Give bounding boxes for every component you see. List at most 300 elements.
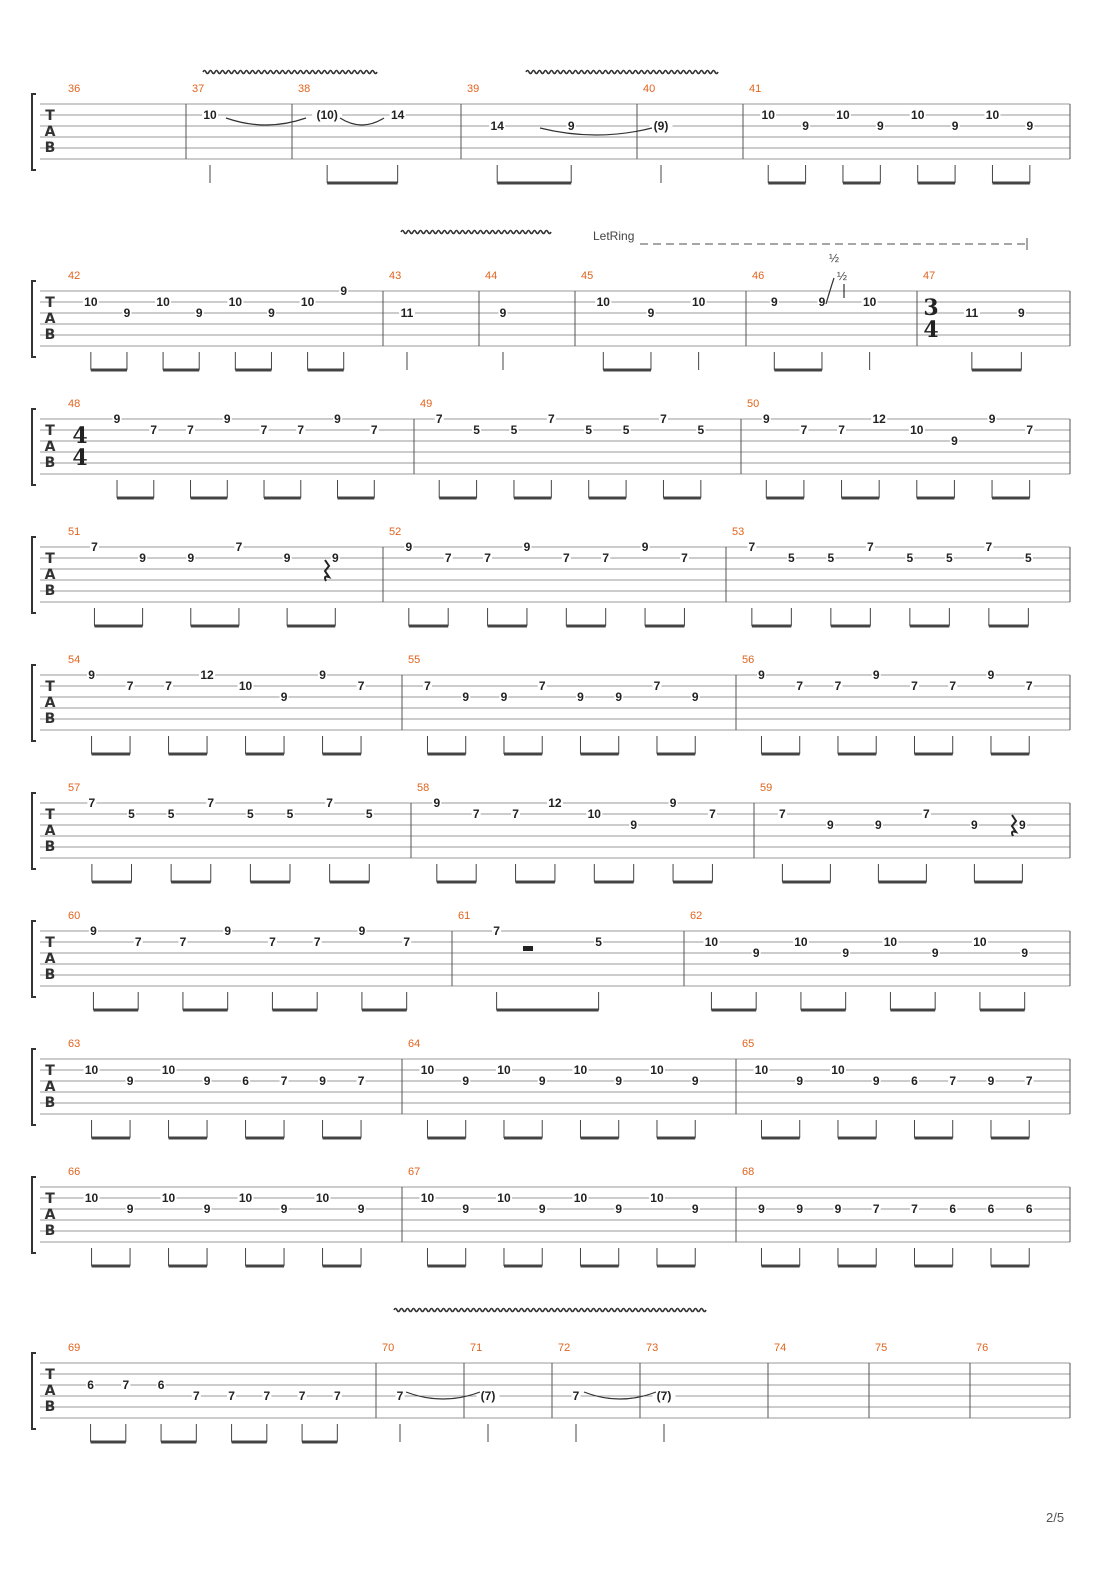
- measure: [558, 1342, 581, 1442]
- fret-number: 10: [704, 935, 719, 949]
- measure-number: 49: [420, 398, 433, 410]
- fret-number: 9: [876, 119, 884, 133]
- measure-number: 67: [408, 1166, 421, 1178]
- tab-clef-letter: A: [44, 695, 56, 711]
- fret-number: 9: [762, 412, 770, 426]
- fret-number: 9: [88, 668, 95, 682]
- fret-number: (7): [480, 1389, 496, 1403]
- tab-system: [32, 1342, 1070, 1442]
- fret-number: 9: [1021, 946, 1029, 960]
- system-bracket: [32, 1177, 36, 1253]
- fret-number: 7: [228, 1389, 235, 1403]
- fret-number: 9: [1026, 119, 1034, 133]
- fret-number: 9: [187, 551, 195, 565]
- fret-number: 9: [987, 668, 995, 682]
- fret-number: 10: [910, 423, 924, 437]
- measure: [420, 398, 705, 498]
- fret-number: 14: [490, 119, 504, 133]
- fret-number: 9: [796, 1202, 804, 1216]
- measure-number: 48: [68, 398, 81, 410]
- measure: [389, 526, 689, 626]
- fret-number: 9: [538, 1202, 546, 1216]
- measure: [298, 83, 406, 183]
- measure: [749, 83, 1034, 183]
- fret-number: 6: [157, 1378, 165, 1392]
- fret-number: 9: [331, 551, 339, 565]
- tab-system: [32, 910, 1070, 1010]
- tab-clef-letter: T: [45, 108, 55, 124]
- fret-number: 7: [779, 807, 786, 821]
- fret-number: 9: [224, 924, 232, 938]
- measure: [470, 1342, 500, 1442]
- fret-number: 7: [872, 1202, 880, 1216]
- fret-number: 7: [424, 679, 431, 693]
- measure: [760, 782, 1027, 882]
- fret-number: 9: [280, 1202, 288, 1216]
- measure: [389, 270, 415, 370]
- measure: [923, 270, 1026, 370]
- vibrato-mark: [526, 71, 718, 74]
- fret-number: 5: [946, 551, 953, 565]
- measure-number: 56: [742, 654, 755, 666]
- tab-clef-letter: T: [45, 1367, 55, 1383]
- fret-number: 9: [796, 1074, 804, 1088]
- fret-number: 7: [1025, 1074, 1033, 1088]
- fret-number: 9: [405, 540, 413, 554]
- measure-number: 73: [646, 1342, 659, 1354]
- fret-number: 10: [84, 1191, 99, 1205]
- measure-number: 57: [68, 782, 81, 794]
- fret-number: 5: [906, 551, 914, 565]
- measure-number: 70: [382, 1342, 395, 1354]
- fret-number: 10: [84, 295, 98, 309]
- fret-number: 9: [358, 924, 366, 938]
- measure-number: 58: [417, 782, 430, 794]
- measure-number: 42: [68, 270, 81, 282]
- fret-number: 5: [622, 423, 630, 437]
- quarter-rest: [325, 560, 329, 581]
- fret-number: 9: [758, 1202, 765, 1216]
- fret-number: 7: [235, 540, 243, 554]
- fret-number: 9: [669, 796, 677, 810]
- fret-number: (9): [653, 119, 669, 133]
- fret-number: 5: [473, 423, 480, 437]
- fret-number: 7: [867, 540, 874, 554]
- fret-number: 10: [883, 935, 898, 949]
- tab-clef-letter: B: [44, 711, 56, 727]
- fret-number: 10: [156, 295, 170, 309]
- tab-clef-letter: T: [45, 551, 55, 567]
- tab-clef-letter: A: [44, 1079, 56, 1095]
- fret-number: 9: [280, 690, 288, 704]
- fret-number: 7: [653, 679, 661, 693]
- fret-number: 10: [161, 1191, 176, 1205]
- fret-number: 7: [91, 540, 98, 554]
- fret-number: 5: [510, 423, 518, 437]
- fret-number: 9: [872, 668, 880, 682]
- fret-number: 9: [567, 119, 575, 133]
- fret-number: 9: [630, 818, 638, 832]
- system-bracket: [32, 665, 36, 741]
- measure: [747, 398, 1034, 498]
- fret-number: 7: [297, 423, 305, 437]
- fret-number: 7: [280, 1074, 288, 1088]
- tab-clef-letter: T: [45, 935, 55, 951]
- tab-clef-letter: B: [44, 1223, 56, 1239]
- fret-number: 9: [971, 818, 978, 832]
- measure-number: 61: [458, 910, 471, 922]
- fret-number: 5: [365, 807, 373, 821]
- fret-number: 7: [313, 935, 321, 949]
- tab-clef-letter: A: [44, 1383, 56, 1399]
- time-signature-digit: 4: [72, 445, 88, 471]
- tab-system: [32, 83, 1070, 183]
- measure: [976, 1342, 988, 1354]
- measure-number: 51: [68, 526, 81, 538]
- measure: [732, 526, 1033, 626]
- measure: [408, 1166, 700, 1266]
- tab-system: [32, 654, 1070, 754]
- tab-clef-letter: A: [44, 951, 56, 967]
- fret-number: 6: [911, 1074, 918, 1088]
- fret-number: 11: [965, 306, 979, 320]
- measure: [68, 910, 411, 1010]
- fret-number: 7: [134, 935, 142, 949]
- time-signature-digit: 3: [923, 295, 939, 321]
- measure-number: 36: [68, 83, 81, 95]
- measure: [458, 910, 603, 1010]
- fret-number: 5: [585, 423, 593, 437]
- fret-number: 9: [1018, 306, 1025, 320]
- measure: [382, 1342, 405, 1442]
- fret-number: 9: [357, 1202, 365, 1216]
- fret-number: 10: [985, 108, 1000, 122]
- measure-number: 65: [742, 1038, 755, 1050]
- tab-clef-letter: A: [44, 1207, 56, 1223]
- tie-arc: [540, 128, 652, 135]
- measure-number: 44: [485, 270, 498, 282]
- measure: [68, 654, 366, 754]
- fret-number: 7: [207, 796, 215, 810]
- fret-number: 7: [122, 1378, 130, 1392]
- fret-number: 5: [128, 807, 135, 821]
- fret-number: 6: [1025, 1202, 1033, 1216]
- fret-number: 7: [357, 679, 365, 693]
- half-rest: [523, 946, 533, 951]
- fret-number: 9: [647, 306, 655, 320]
- fret-number: 10: [573, 1063, 588, 1077]
- vibrato-mark: [401, 231, 551, 234]
- fret-number: 7: [326, 796, 333, 810]
- vibrato-mark: [394, 1309, 706, 1312]
- fret-number: 7: [165, 679, 172, 693]
- fret-number: 9: [987, 1074, 995, 1088]
- fret-number: 7: [179, 935, 187, 949]
- fret-number: 7: [403, 935, 411, 949]
- fret-number: 12: [872, 412, 886, 426]
- system-bracket: [32, 537, 36, 613]
- tie-arc: [226, 118, 306, 125]
- fret-number: 9: [195, 306, 203, 320]
- fret-number: 9: [123, 306, 131, 320]
- fret-number: 7: [260, 423, 268, 437]
- measure: [68, 1342, 342, 1442]
- fret-number: 7: [547, 412, 555, 426]
- fret-number: 9: [283, 551, 291, 565]
- measure-number: 54: [68, 654, 81, 666]
- measure-number: 76: [976, 1342, 989, 1354]
- fret-number: 9: [818, 295, 826, 309]
- time-signature-digit: 4: [923, 317, 939, 343]
- measure-number: 59: [760, 782, 773, 794]
- measure-number: 55: [408, 654, 421, 666]
- tab-clef-letter: A: [44, 567, 56, 583]
- fret-number: 9: [433, 796, 441, 810]
- measure: [643, 83, 673, 183]
- fret-number: 7: [709, 807, 716, 821]
- fret-number: 6: [242, 1074, 249, 1088]
- fret-number: 9: [523, 540, 531, 554]
- fret-number: 9: [691, 690, 699, 704]
- measure: [774, 1342, 786, 1354]
- measure-number: 74: [774, 1342, 787, 1354]
- measure-number: 72: [558, 1342, 571, 1354]
- fret-number: 10: [911, 108, 925, 122]
- fret-number: 7: [187, 423, 194, 437]
- fret-number: 9: [113, 412, 121, 426]
- fret-number: 6: [87, 1378, 94, 1392]
- measure-number: 53: [732, 526, 745, 538]
- fret-number: 7: [834, 679, 842, 693]
- fret-number: 10: [836, 108, 850, 122]
- measure: [581, 270, 707, 370]
- measure: [408, 654, 700, 754]
- system-bracket: [32, 921, 36, 997]
- fret-number: 7: [493, 924, 500, 938]
- fret-number: 5: [697, 423, 705, 437]
- fret-number: 9: [951, 434, 958, 448]
- fret-number: 9: [752, 946, 760, 960]
- measure: [68, 270, 348, 370]
- fret-number: 9: [500, 690, 508, 704]
- fret-number: 7: [949, 679, 957, 693]
- measure: [68, 1038, 366, 1138]
- fret-number: 10: [761, 108, 775, 122]
- fret-number: 10: [573, 1191, 588, 1205]
- measure-number: 63: [68, 1038, 81, 1050]
- measure-number: 38: [298, 83, 311, 95]
- tab-system: [32, 1166, 1070, 1266]
- fret-number: 5: [286, 807, 294, 821]
- fret-number: (10): [316, 108, 338, 122]
- system-bracket: [32, 409, 36, 485]
- fret-number: 5: [595, 935, 602, 949]
- measure: [742, 654, 1034, 754]
- fret-number: 7: [370, 423, 378, 437]
- tab-clef-letter: B: [44, 839, 56, 855]
- fret-number: 7: [192, 1389, 200, 1403]
- fret-number: 9: [802, 119, 809, 133]
- fret-number: 7: [1025, 679, 1033, 693]
- fret-number: 9: [340, 284, 348, 298]
- page-number: 2/5: [1046, 1510, 1065, 1525]
- measure-number: 75: [875, 1342, 888, 1354]
- tab-clef-letter: B: [44, 967, 56, 983]
- measure: [68, 1166, 366, 1266]
- measure-number: 39: [467, 83, 480, 95]
- system-bracket: [32, 1049, 36, 1125]
- fret-number: (7): [656, 1389, 672, 1403]
- fret-number: 7: [800, 423, 808, 437]
- measure-number: 40: [643, 83, 656, 95]
- system-bracket: [32, 1353, 36, 1429]
- fret-number: 9: [319, 1074, 326, 1088]
- fret-number: 10: [497, 1191, 511, 1205]
- fret-number: 9: [872, 1074, 880, 1088]
- measure-number: 46: [752, 270, 765, 282]
- measure-number: 66: [68, 1166, 81, 1178]
- fret-number: 9: [615, 690, 623, 704]
- fret-number: 9: [577, 690, 584, 704]
- tab-system: [32, 526, 1070, 626]
- measure: [742, 1166, 1034, 1266]
- tab-clef-letter: T: [45, 679, 55, 695]
- fret-number: 10: [203, 108, 217, 122]
- fret-number: 10: [161, 1063, 176, 1077]
- fret-number: 9: [203, 1074, 211, 1088]
- fret-number: 10: [754, 1063, 769, 1077]
- fret-number: 7: [748, 540, 756, 554]
- fret-number: 6: [987, 1202, 995, 1216]
- fret-number: 9: [538, 1074, 546, 1088]
- measure-number: 62: [690, 910, 703, 922]
- tab-clef-letter: A: [44, 439, 56, 455]
- fret-number: 7: [512, 807, 519, 821]
- fret-number: 7: [269, 935, 276, 949]
- fret-number: 9: [203, 1202, 211, 1216]
- tab-clef-letter: B: [44, 327, 56, 343]
- fret-number: 7: [660, 412, 667, 426]
- fret-number: 9: [875, 818, 882, 832]
- fret-number: 10: [84, 1063, 99, 1077]
- fret-number: 10: [587, 807, 601, 821]
- measure: [417, 782, 717, 882]
- measure-number: 37: [192, 83, 205, 95]
- fret-number: 9: [139, 551, 146, 565]
- fret-number: 7: [126, 679, 134, 693]
- fret-number: 7: [602, 551, 610, 565]
- fret-number: 9: [615, 1202, 623, 1216]
- fret-number: 10: [794, 935, 808, 949]
- fret-number: 7: [484, 551, 491, 565]
- fret-number: 9: [834, 1202, 842, 1216]
- fret-number: 7: [298, 1389, 306, 1403]
- fret-number: 9: [499, 306, 507, 320]
- tab-clef-letter: T: [45, 295, 55, 311]
- fret-number: 10: [973, 935, 987, 949]
- fret-number: 9: [462, 1202, 470, 1216]
- measure: [875, 1342, 887, 1354]
- fret-number: 9: [223, 412, 231, 426]
- fret-number: 10: [315, 1191, 330, 1205]
- fret-number: 10: [420, 1063, 435, 1077]
- let-ring-label: LetRing: [593, 229, 635, 243]
- fret-number: 10: [497, 1063, 511, 1077]
- fret-number: 7: [150, 423, 158, 437]
- fret-number: 10: [420, 1191, 435, 1205]
- fret-number: 9: [691, 1202, 699, 1216]
- bend-half-label: ½: [828, 251, 840, 265]
- fret-number: 10: [596, 295, 610, 309]
- measure: [467, 83, 576, 183]
- fret-number: 10: [228, 295, 243, 309]
- fret-number: 7: [1026, 423, 1034, 437]
- measure: [68, 526, 340, 626]
- fret-number: 10: [691, 295, 706, 309]
- fret-number: 7: [949, 1074, 957, 1088]
- measure: [752, 270, 878, 370]
- tab-clef-letter: B: [44, 140, 56, 156]
- fret-number: 7: [538, 679, 546, 693]
- fret-number: 7: [911, 679, 918, 693]
- fret-number: 10: [300, 295, 315, 309]
- fret-number: 5: [1025, 551, 1032, 565]
- fret-number: 6: [949, 1202, 957, 1216]
- tab-clef-letter: T: [45, 423, 55, 439]
- measure-number: 68: [742, 1166, 755, 1178]
- tab-clef-letter: A: [44, 823, 56, 839]
- fret-number: 7: [472, 807, 480, 821]
- fret-number: 7: [796, 679, 804, 693]
- fret-number: 9: [691, 1074, 699, 1088]
- measure: [68, 782, 374, 882]
- fret-number: 9: [462, 1074, 470, 1088]
- bend-half-label: ½: [836, 269, 848, 283]
- fret-number: 9: [951, 119, 959, 133]
- measure: [646, 1342, 676, 1442]
- tie-arc: [340, 118, 384, 125]
- fret-number: 9: [842, 946, 850, 960]
- fret-number: 9: [827, 818, 834, 832]
- measure: [192, 83, 218, 183]
- fret-number: 11: [400, 306, 414, 320]
- measure-number: 50: [747, 398, 760, 410]
- measure: [68, 83, 80, 95]
- tab-clef-letter: T: [45, 1063, 55, 1079]
- fret-number: 9: [462, 690, 470, 704]
- measure: [68, 398, 379, 498]
- fret-number: 7: [263, 1389, 271, 1403]
- tab-system: [32, 782, 1070, 882]
- fret-number: 9: [641, 540, 649, 554]
- measure-number: 45: [581, 270, 594, 282]
- measure-number: 71: [470, 1342, 483, 1354]
- tab-clef-letter: B: [44, 1399, 56, 1415]
- fret-number: 7: [357, 1074, 365, 1088]
- fret-number: 10: [238, 1191, 253, 1205]
- fret-number: 7: [985, 540, 993, 554]
- fret-number: 7: [911, 1202, 918, 1216]
- measure-number: 69: [68, 1342, 81, 1354]
- fret-number: 9: [319, 668, 326, 682]
- tab-system: [32, 1038, 1070, 1138]
- fret-number: 9: [268, 306, 275, 320]
- fret-number: 7: [444, 551, 452, 565]
- measure: [742, 1038, 1034, 1138]
- fret-number: 9: [988, 412, 996, 426]
- fret-number: 7: [572, 1389, 580, 1403]
- fret-number: 9: [931, 946, 939, 960]
